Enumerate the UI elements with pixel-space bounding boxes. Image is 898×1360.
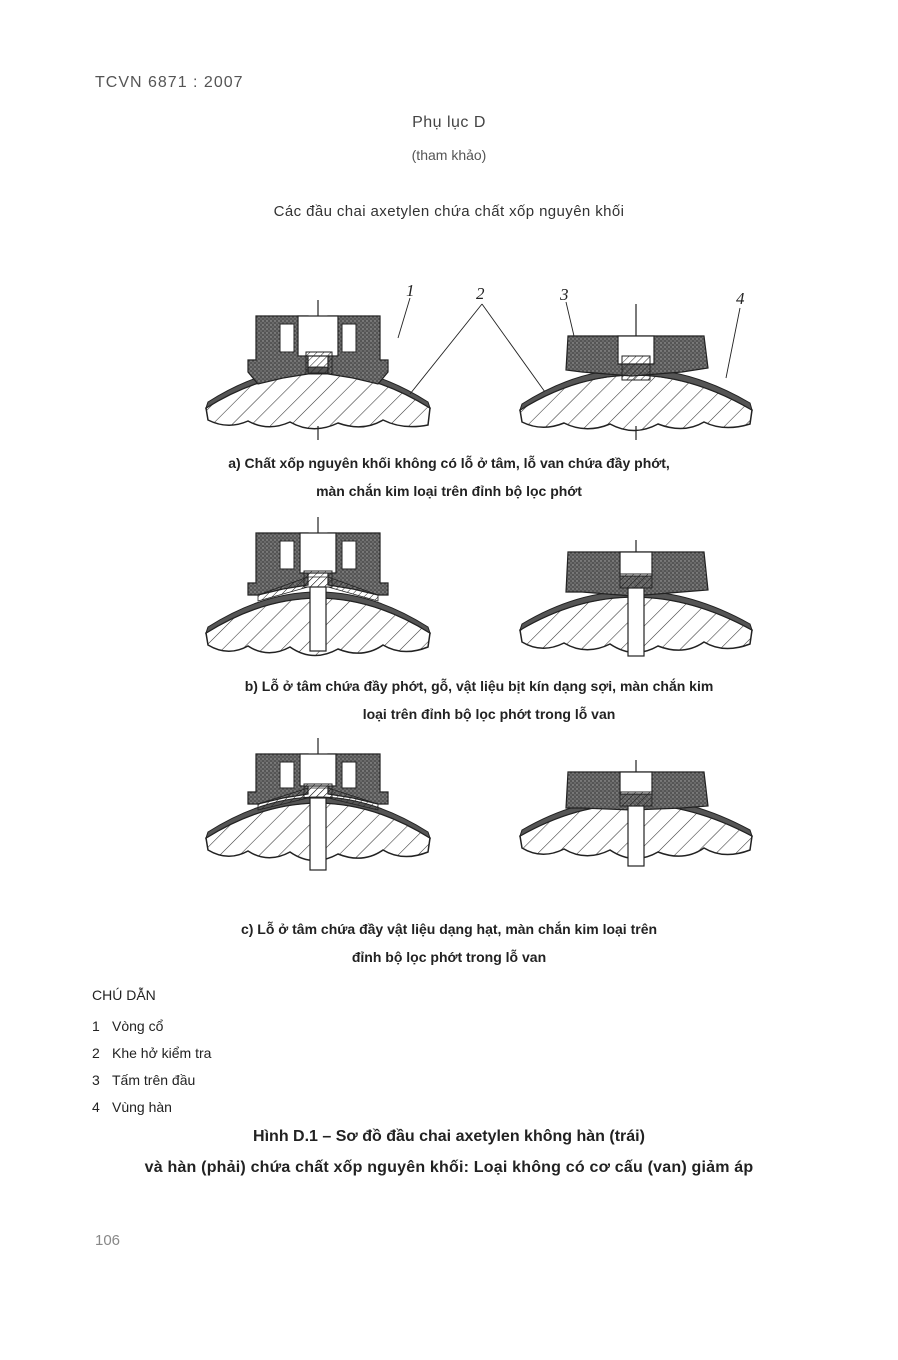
- legend-text: Vòng cổ: [112, 1018, 164, 1034]
- page-number: 106: [95, 1232, 121, 1249]
- legend-text: Khe hở kiểm tra: [112, 1045, 212, 1061]
- legend-number: 1: [92, 1018, 100, 1034]
- diagram-b-welded: [512, 540, 762, 670]
- legend-number: 2: [92, 1045, 100, 1061]
- label-2: 2: [476, 284, 485, 303]
- diagram-a-welded: [512, 282, 762, 442]
- legend-text: Vùng hàn: [112, 1099, 172, 1115]
- caption-b-line2: loại trên đỉnh bộ lọc phớt trong lỗ van: [362, 706, 616, 722]
- figure-heading: Các đầu chai axetylen chứa chất xốp nguyên khối: [273, 203, 625, 220]
- figure-caption-line1: Hình D.1 – Sơ đồ đầu chai axetylen không hàn (trái): [253, 1128, 645, 1145]
- caption-a-line1: a) Chất xốp nguyên khối không có lỗ ở tâm, lỗ van chứa đầy phớt,: [228, 455, 670, 471]
- label-4: 4: [736, 289, 745, 308]
- legend-text: Tấm trên đầu: [112, 1072, 196, 1088]
- annex-title: Phụ lục D: [412, 114, 486, 131]
- legend-item: [92, 1099, 172, 1115]
- label-3: 3: [560, 285, 569, 304]
- diagram-b-unwelded: [198, 515, 448, 675]
- caption-a-line2: màn chắn kim loại trên đỉnh bộ lọc phớt: [316, 483, 582, 499]
- annex-subtitle: (tham khảo): [411, 147, 487, 163]
- diagram-c-welded: [512, 760, 762, 875]
- diagram-c-unwelded: [198, 738, 448, 878]
- standard-code: TCVN 6871 : 2007: [95, 74, 244, 91]
- figure-caption-line2: và hàn (phải) chứa chất xốp nguyên khối: Loại không có cơ cấu (van) giảm áp: [144, 1159, 754, 1176]
- legend-number: 3: [92, 1072, 100, 1088]
- caption-c-line1: c) Lỗ ở tâm chứa đầy vật liệu dạng hạt, màn chắn kim loại trên: [240, 921, 658, 937]
- legend-item: [92, 1072, 195, 1088]
- legend-title: CHÚ DẪN: [92, 987, 156, 1003]
- legend-number: 4: [92, 1099, 100, 1115]
- legend-item: [92, 1018, 163, 1034]
- caption-c-line2: đỉnh bộ lọc phớt trong lỗ van: [351, 949, 547, 965]
- legend-item: [92, 1045, 211, 1061]
- label-1: 1: [406, 281, 415, 300]
- caption-b-line1: b) Lỗ ở tâm chứa đầy phớt, gỗ, vật liệu bịt kín dạng sợi, màn chắn kim: [244, 678, 714, 694]
